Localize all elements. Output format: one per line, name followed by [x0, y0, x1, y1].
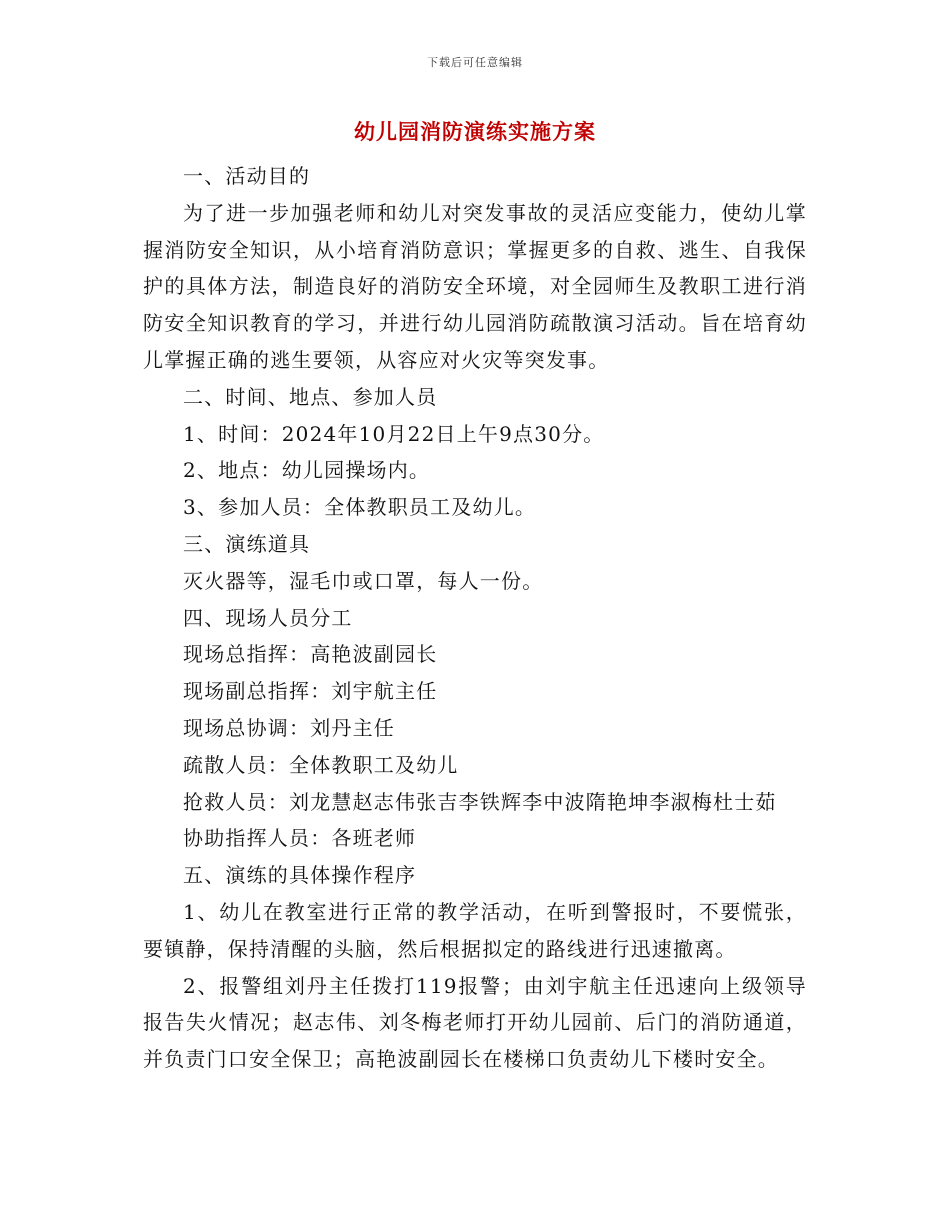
- document-body: [143, 158, 807, 1078]
- section-heading-purpose: 一、活动目的: [183, 164, 311, 188]
- page-header-note: 下载后可任意编辑: [427, 56, 523, 69]
- paragraph-purpose: 为了进一步加强老师和幼儿对突发事故的灵活应变能力，使幼儿掌握消防安全知识，从小培育消防意识；掌握更多的自救、逃生、自我保护的具体方法，制造良好的消防安全环境，对全园师生及教职工进行消防安全知识教育的学习，并进行幼儿园消防疏散演习活动。旨在培育幼儿掌握正确的逃生要领，从容应对火灾等突发事。: [143, 200, 807, 372]
- role-deputy-commander: 现场副总指挥：刘宇航主任: [183, 679, 438, 704]
- document-title: 幼儿园消防演练实施方案: [354, 119, 596, 144]
- role-rescue: 抢救人员：刘龙慧赵志伟张吉李铁辉李中波隋艳坤李淑梅杜士茹: [183, 789, 777, 814]
- section-heading-procedure: 五、演练的具体操作程序: [183, 863, 417, 888]
- paragraph-props: 灭火器等，湿毛巾或口罩，每人一份。: [183, 568, 544, 593]
- role-evacuation: 疏散人员：全体教职工及幼儿: [183, 752, 459, 777]
- section-heading-roles: 四、现场人员分工: [183, 605, 353, 630]
- role-commander: 现场总指挥：高艳波副园长: [183, 642, 438, 667]
- section-heading-props: 三、演练道具: [183, 531, 311, 556]
- procedure-step-2: 2、报警组刘丹主任拨打119报警；由刘宇航主任迅速向上级领导报告失火情况；赵志伟、刘冬梅老师打开幼儿园前、后门的消防通道，并负责门口安全保卫；高艳波副园长在楼梯口负责幼儿下楼时安全。: [143, 973, 807, 1072]
- role-assistants: 协助指挥人员：各班老师: [183, 826, 417, 851]
- item-participants: 3、参加人员：全体教职员工及幼儿。: [183, 495, 537, 520]
- section-heading-time-place: 二、时间、地点、参加人员: [183, 384, 438, 409]
- item-time: 1、时间：2024年10月22日上午9点30分。: [183, 421, 605, 446]
- procedure-step-1: 1、幼儿在教室进行正常的教学活动，在听到警报时，不要慌张，要镇静，保持清醒的头脑，然后根据拟定的路线进行迅速撤离。: [143, 899, 807, 961]
- role-coordinator: 现场总协调：刘丹主任: [183, 715, 395, 740]
- item-place: 2、地点：幼儿园操场内。: [183, 458, 431, 483]
